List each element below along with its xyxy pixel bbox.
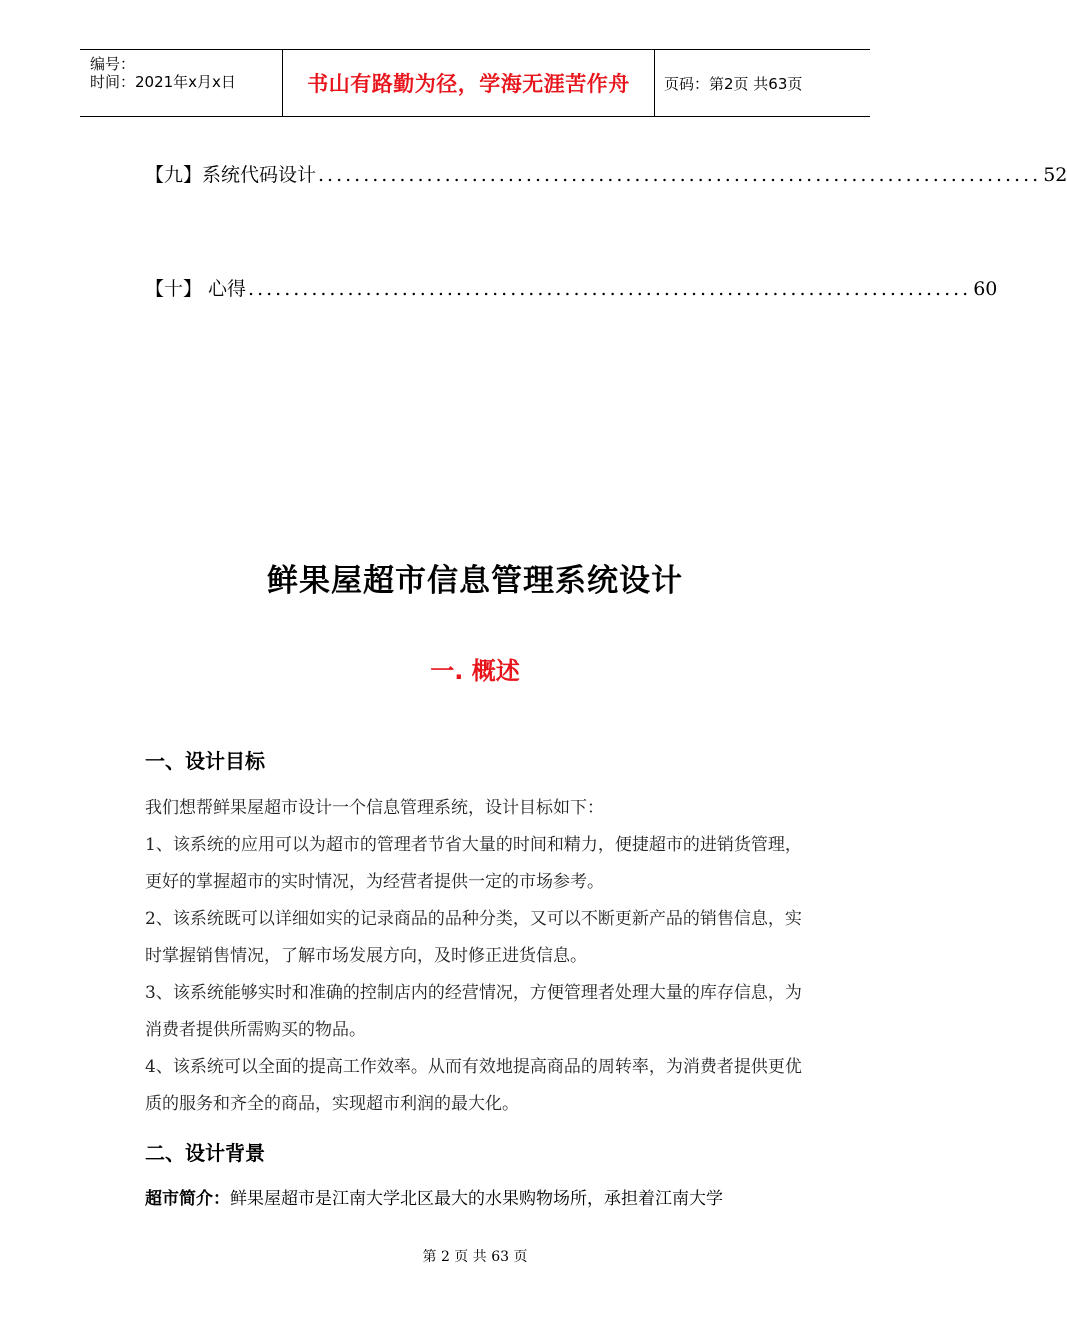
- number-label: 编号：: [90, 55, 136, 73]
- header-meta: [80, 50, 282, 116]
- toc-leader: ................................................................................: [318, 164, 1042, 186]
- toc-entry-title: 【十】 心得: [145, 278, 247, 300]
- header-page-info: 页码：第2页 共63页: [664, 74, 803, 93]
- paragraph: 3、该系统能够实时和准确的控制店内的经营情况，方便管理者处理大量的库存信息，为消费者提供所需购买的物品。: [145, 983, 802, 1040]
- intro-text: 鲜果屋超市是江南大学北区最大的水果购物场所，承担着江南大学: [230, 1189, 723, 1209]
- toc-entry-page: 60: [973, 278, 998, 300]
- toc-entry[interactable]: [145, 274, 998, 304]
- document-title: 鲜果屋超市信息管理系统设计: [267, 563, 683, 599]
- toc-entry-title: 【九】系统代码设计: [145, 164, 317, 186]
- intro-label: 超市简介：: [145, 1189, 230, 1209]
- page-header: [80, 49, 870, 117]
- paragraph: 4、该系统可以全面的提高工作效率。从而有效地提高商品的周转率，为消费者提供更优质的服务和齐全的商品，实现超市利润的最大化。: [145, 1057, 802, 1114]
- section-title: 二、设计背景: [145, 1141, 265, 1165]
- header-motto: 书山有路勤为径，学海无涯苦作舟: [282, 50, 655, 116]
- paragraph: 我们想帮鲜果屋超市设计一个信息管理系统，设计目标如下：: [145, 798, 604, 818]
- section-title: 一、设计目标: [145, 749, 265, 773]
- chapter-title: 一. 概述: [430, 657, 520, 685]
- section-body: [145, 790, 807, 1123]
- intro-paragraph: [145, 1184, 807, 1214]
- toc-entry-page: 52: [1043, 164, 1067, 186]
- time-label: 时间：2021年x月x日: [90, 73, 236, 91]
- toc-entry[interactable]: [145, 160, 1067, 190]
- page-footer: 第 2 页 共 63 页: [422, 1249, 528, 1265]
- paragraph: 2、该系统既可以详细如实的记录商品的品种分类，又可以不断更新产品的销售信息，实时掌握销售情况，了解市场发展方向，及时修正进货信息。: [145, 909, 802, 966]
- toc-leader: ................................................................................: [248, 278, 972, 300]
- paragraph: 1、该系统的应用可以为超市的管理者节省大量的时间和精力，便捷超市的进销货管理，更好的掌握超市的实时情况，为经营者提供一定的市场参考。: [145, 835, 802, 892]
